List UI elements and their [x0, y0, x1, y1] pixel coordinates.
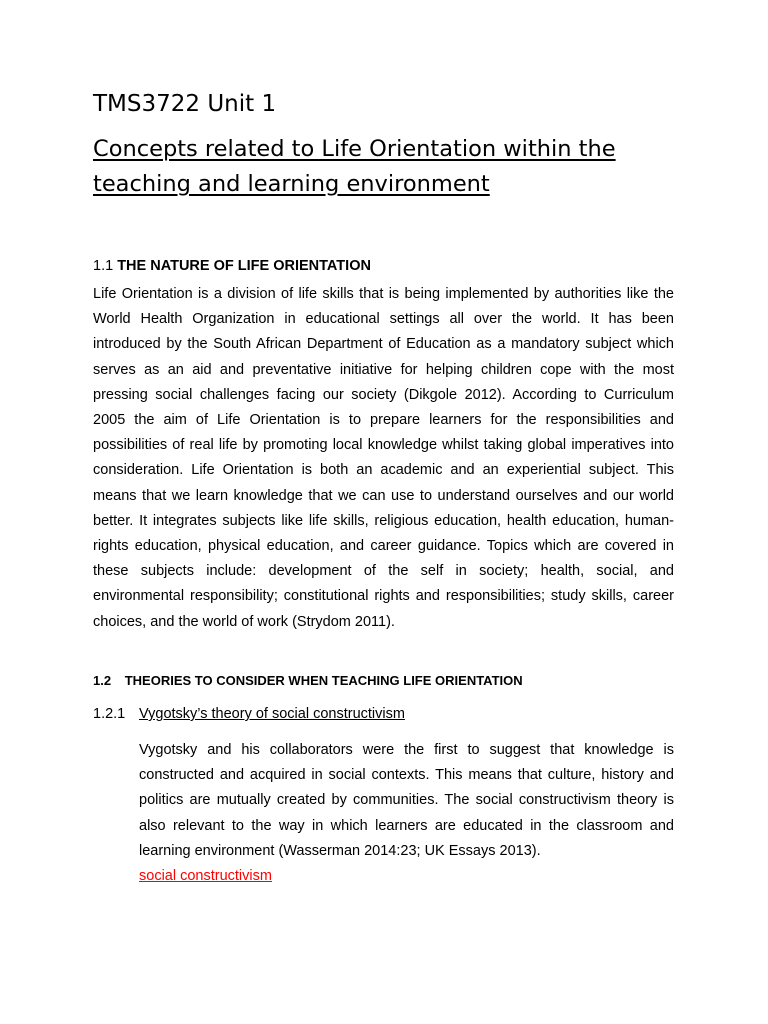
main-title: Concepts related to Life Orientation within the teaching and learning environment	[93, 136, 616, 197]
subsection-1-2-1-heading	[93, 704, 405, 724]
section-1-heading	[93, 256, 371, 276]
subsection-number: 1.2.1	[93, 706, 126, 722]
section-1-paragraph: Life Orientation is a division of life skills that is being implemented by authorities like the World Health Organization in educational settings all over the world. It has been introduced by the South African Department of Education as a mandatory subject which serves as an aid and preventative initiative for helping children cope with the most pressing social challenges facing our society (Dikgole 2012). According to Curriculum 2005 the aim of Life Orientation is to prepare learners for the responsibilities and possibilities of real life by promoting local knowledge whilst taking global imperatives into consideration. Life Orientation is both an academic and an experiential subject. This means that we learn knowledge that we can use to understand ourselves and our world better. It integrates subjects like life skills, religious education, health education, human-rights education, physical education, and career guidance. Topics which are covered in these subjects include: development of the self in society; health, social, and environmental responsibility; constitutional rights and responsibilities; study skills, career choices, and the world of work (Strydom 2011).	[93, 286, 674, 630]
section-1-number: 1.1	[93, 258, 114, 274]
section-2-heading	[93, 671, 523, 691]
social-constructivism-link[interactable]: social constructivism	[139, 868, 272, 885]
section-2-title: THEORIES TO CONSIDER WHEN TEACHING LIFE ORIENTATION	[124, 673, 523, 688]
unit-title: TMS3722 Unit 1	[93, 91, 277, 117]
section-2-number: 1.2	[93, 673, 112, 688]
subsection-paragraph: Vygotsky and his collaborators were the first to suggest that knowledge is constructed and acquired in social contexts. This means that culture, history and politics are mutually created by communities. The social constructivism theory is also relevant to the way in which learners are educated in the classroom and learning environment (Wasserman 2014:23; UK Essays 2013).	[139, 742, 674, 859]
section-1-title: THE NATURE OF LIFE ORIENTATION	[117, 258, 371, 274]
subsection-paragraph-block	[139, 738, 674, 889]
subsection-title: Vygotsky’s theory of social constructivism	[139, 706, 405, 722]
